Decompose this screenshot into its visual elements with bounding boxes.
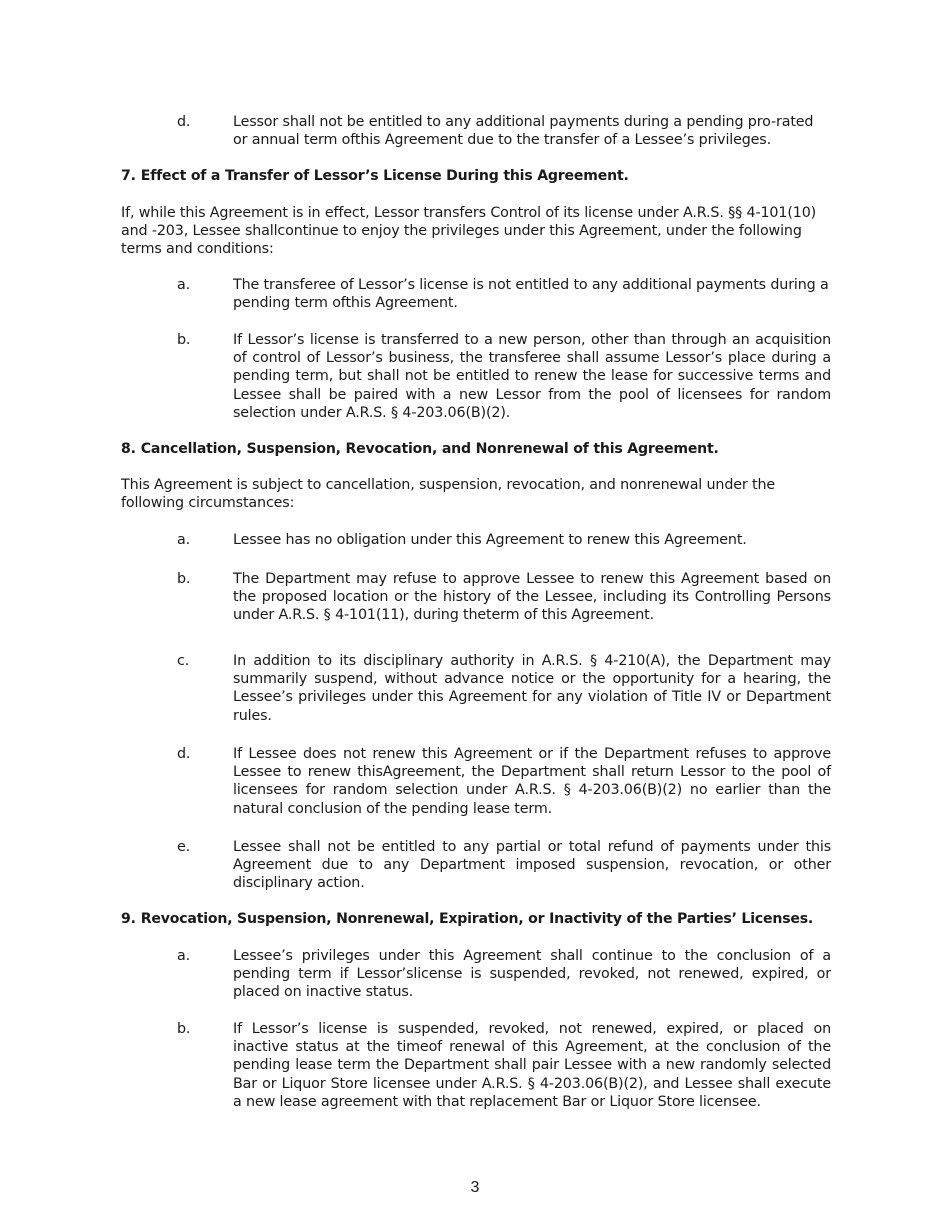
item-text: Lessee’s privileges under this Agreement shall continue to the conclusion of a pending term if Lessor’slicense is suspended, revoked, not renewed, expired, or placed on inactive status. <box>233 948 831 1001</box>
section-title: Effect of a Transfer of Lessor’s License During this Agreement. <box>140 168 629 184</box>
item-text: In addition to its disciplinary authority in A.R.S. § 4-210(A), the Department may summarily suspend, without advance notice or the opportunity for a hearing, the Lessee’s privileges under this Agreement for any violation of Title IV or Department rules. <box>233 653 831 724</box>
list-item <box>177 745 831 818</box>
item-label: b. <box>177 571 191 587</box>
section-title: Cancellation, Suspension, Revocation, and Nonrenewal of this Agreement. <box>140 441 719 457</box>
section-number: 9. <box>121 911 136 927</box>
item-label: a. <box>177 277 191 293</box>
item-text: The Department may refuse to approve Lessee to renew this Agreement based on the proposed location or the history of the Lessee, including its Controlling Persons under A.R.S. § 4-101(11), during theterm of this Agreement. <box>233 571 831 624</box>
section-heading <box>121 910 813 928</box>
list-item <box>177 838 831 893</box>
page-number: 3 <box>470 1179 480 1196</box>
list-item <box>177 276 831 312</box>
item-text: Lessee has no obligation under this Agreement to renew this Agreement. <box>233 532 747 548</box>
item-text: The transferee of Lessor’s license is not entitled to any additional payments during a pending term ofthis Agreement. <box>233 277 829 312</box>
item-text: If Lessor’s license is suspended, revoked, not renewed, expired, or placed on inactive status at the timeof renewal of this Agreement, at the conclusion of the pending lease term the Department shall pair Lessee with a new randomly selected Bar or Liquor Store licensee under A.R.S. § 4-203.06(B)(2), and Lessee shall execute a new lease agreement with that replacement Bar or Liquor Store licensee. <box>233 1021 831 1110</box>
section-heading <box>121 440 719 458</box>
item-label: a. <box>177 948 191 964</box>
list-item <box>177 652 831 725</box>
item-text: Lessee shall not be entitled to any partial or total refund of payments under this Agreement due to any Department imposed suspension, revocation, or other disciplinary action. <box>233 839 831 892</box>
item-text: Lessor shall not be entitled to any additional payments during a pending pro-rated or annual term ofthis Agreement due to the transfer of a Lessee’s privileges. <box>233 114 814 149</box>
section-number: 7. <box>121 168 136 184</box>
section-number: 8. <box>121 441 136 457</box>
list-item <box>177 570 831 625</box>
item-label: a. <box>177 532 191 548</box>
item-label: b. <box>177 1021 191 1037</box>
list-item <box>177 947 831 1002</box>
list-item <box>177 531 831 549</box>
list-item <box>177 331 831 422</box>
item-text: If Lessee does not renew this Agreement or if the Department refuses to approve Lessee to renew thisAgreement, the Department shall return Lessor to the pool of licensees for random selection under A.R.S. § 4-203.06(B)(2) no earlier than the natural conclusion of the pending lease term. <box>233 746 831 817</box>
item-label: d. <box>177 114 191 130</box>
list-item <box>177 113 831 149</box>
item-text: If Lessor’s license is transferred to a new person, other than through an acquisition of control of Lessor’s business, the transferee shall assume Lessor’s place during a pending term, but shall not be entitled to renew the lease for successive terms and Lessee shall be paired with a new Lessor from the pool of licensees for random selection under A.R.S. § 4-203.06(B)(2). <box>233 332 831 421</box>
item-label: c. <box>177 653 190 669</box>
item-label: d. <box>177 746 191 762</box>
section-intro: This Agreement is subject to cancellation, suspension, revocation, and nonrenewal under the following circumstances: <box>121 477 776 512</box>
item-label: b. <box>177 332 191 348</box>
section-intro: If, while this Agreement is in effect, Lessor transfers Control of its license under A.R.S. §§ 4-101(10) and -203, Lessee shallcontinue to enjoy the privileges under this Agreement, under the following terms and conditions: <box>121 205 817 258</box>
section-heading <box>121 167 629 185</box>
section-title: Revocation, Suspension, Nonrenewal, Expiration, or Inactivity of the Parties’ Licenses. <box>140 911 814 927</box>
item-label: e. <box>177 839 191 855</box>
list-item <box>177 1020 831 1111</box>
